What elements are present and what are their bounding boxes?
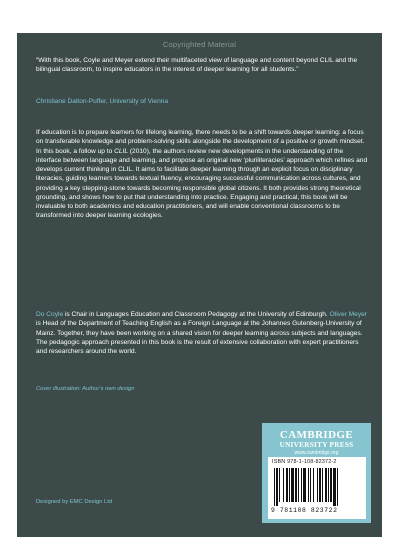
- isbn-text: ISBN 978-1-108-82372-2: [272, 459, 337, 465]
- endorsement-source: Christiane Dalton-Puffer, University of Vienna: [36, 98, 169, 105]
- author-bio-2: is Head of the Department of Teaching English as a Foreign Language at the Johannes Gutenberg-University of Mainz. Together, they have been working on a shared vision for deeper learning across subjects and languages. The pedagogic approach presented in this book is the result of extensive collaboration with expert practitioners and researchers around the world.: [36, 320, 363, 355]
- author-name-1: Do Coyle: [36, 311, 64, 318]
- author-name-2: Oliver Meyer: [329, 311, 367, 318]
- publisher-url: www.cambridge.org: [294, 450, 339, 456]
- barcode-area: [268, 457, 366, 519]
- author-bios: [36, 310, 370, 356]
- description-part-1: If education is to prepare learners for lifelong learning, there needs to be a shift towards deeper learning: a focus on transferable knowledge and problem-solving skills alongside the development of a positive or growth mindset. In this book, a follow up to: [36, 129, 365, 155]
- publisher-subname: UNIVERSITY PRESS: [279, 441, 354, 449]
- designer-credit: Designed by EMC Design Ltd: [36, 499, 113, 505]
- back-cover: [17, 33, 382, 537]
- author-bio-1: is Chair in Languages Education and Classroom Pedagogy at the University of Edinburgh.: [63, 311, 330, 318]
- barcode-graphic: [274, 468, 360, 506]
- publisher-name: CAMBRIDGE: [279, 429, 354, 441]
- endorsement-quote: “With this book, Coyle and Meyer extend their multifaceted view of language and content beyond CLIL and the bilingual classroom, to inspire educators in the interest of deeper learning for all students.”: [36, 57, 358, 74]
- copyright-watermark: Copyrighted Material: [162, 40, 237, 49]
- book-description: [36, 128, 370, 221]
- publisher-block: [262, 423, 371, 523]
- description-part-2: (2010), the authors review new developments in the understanding of the interface between language and learning, and propose an original new ‘pluriliteracies’ approach which refines and develops current thinking in CLIL. It aims to facilitate deeper learning through an explicit focus on disciplinary literacies, guiding learners towards textual fluency, encouraging successful communication across cultures, and providing a key stepping-stone towards becoming responsible global citizens. It both provides strong theoretical grounding, and shows how to put that understanding into practice. Engaging and practical, this book will be invaluable to both academics and education practitioners, and will enable conventional classrooms to be transformed into deeper learning ecologies.: [36, 147, 368, 220]
- cover-illustration-credit: Cover illustration: Author’s own design: [36, 386, 135, 392]
- referenced-book-title: CLIL: [114, 147, 129, 155]
- barcode-digits: 9 781108 823722: [271, 507, 338, 514]
